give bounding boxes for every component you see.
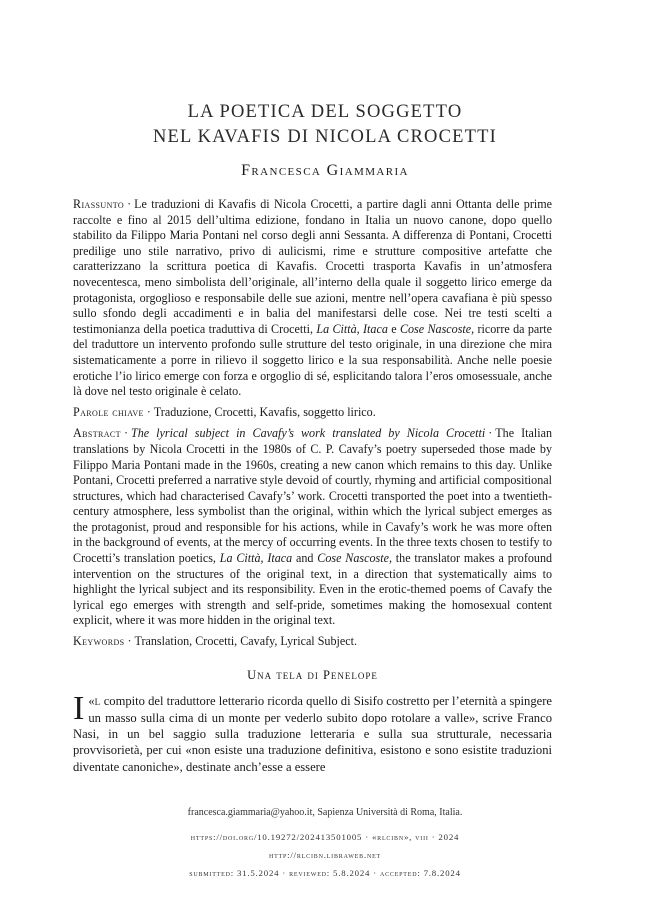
section-heading: Una tela di Penelope (247, 667, 378, 682)
abstract-title3: Cose Nascoste, (317, 551, 392, 566)
riassunto-text-2: ricorre da parte del traduttore un intervento profondo sulle strutture del testo originale, in una direzione che mira sistematicamente a porre in rilievo il soggetto lirico e la sua responsabilità. Anche nelle poesie erotiche l’io lirico emerge con forza e orgoglio di sé, esplicitando talora l’eros omosessuale, anche là dove nel testo originale è celato. (73, 321, 552, 399)
abstract-paragraph (73, 426, 552, 629)
abstract-title: The lyrical subject in Cavafy’s work translated by Nicola Crocetti (130, 426, 486, 441)
abstract-titles: La Città, Itaca (219, 551, 293, 566)
journal-url-line: http://rlcibn.libraweb.net (268, 850, 382, 860)
riassunto-conj: e (391, 321, 397, 336)
footer (0, 804, 650, 882)
separator-dot: · (127, 197, 132, 211)
title-line-2: NEL KAVAFIS DI NICOLA CROCETTI (152, 127, 497, 147)
drop-cap: I (73, 690, 85, 728)
riassunto-paragraph (73, 197, 552, 400)
article-body (73, 197, 552, 775)
abstract-text-2: the translator makes a profound intervention on the structures of the original text, in a direction that systematically aims to highlight the lyrical subject and its responsibility. Even in the erotic-themed poems of Cavafy the lyrical ego emerges with strength and self-pride, sometimes making the homosexual content explicit, where it was more hidden in the original text. (73, 551, 553, 628)
parole-chiave-label: Parole chiave (73, 404, 144, 419)
abstract-conj: and (296, 551, 314, 566)
open-quote: « (88, 694, 95, 709)
keywords-label: Keywords (73, 634, 125, 649)
riassunto-titles: La Città, Itaca (316, 321, 388, 336)
keywords-text: Translation, Crocetti, Cavafy, Lyrical Subject. (134, 634, 357, 649)
separator-dot: · (488, 426, 493, 441)
doi-line: https://doi.org/10.19272/202413501005 · «rlcibn», viii · 2024 (190, 832, 460, 842)
keywords-paragraph (73, 634, 552, 650)
riassunto-label: Riassunto (73, 197, 125, 211)
separator-dot: · (127, 634, 132, 649)
parole-chiave-text: Traduzione, Crocetti, Kavafis, soggetto lirico. (153, 404, 376, 419)
author-name: Francesca Giammaria (241, 162, 409, 179)
main-text: compito del traduttore letterario ricorda quello di Sisifo costretto per l’eternità a spingere un masso sulla cima di un monte per vederlo subito dopo rotolare a valle», scrive Franco Nasi, in un bel saggio sulla traduzione letteraria e sulla sua strutturale, necessaria provvisorietà, per cui «non esiste una traduzione definitiva, esistono e sono esistite traduzioni diventate canoniche», destinate anch’esse a essere (73, 694, 553, 774)
riassunto-text: Le traduzioni di Kavafis di Nicola Crocetti, a partire dagli anni Ottanta delle prime raccolte e fino al 2015 dell’ultima edizione, fondano in Italia un nuovo canone, dopo quello stabilito da Filippo Maria Pontani nel corso degli anni Sessanta. A differenza di Pontani, Crocetti predilige uno stile narrativo, privo di aulicismi, rime e strutture compositive artefatte che caratterizzano la scrittura poetica di Kavafis. Crocetti trasporta Kavafis in un’atmosfera novecentesca, meno simbolista dell’originale, all’interno della quale il soggetto lirico emerge da protagonista, orgoglioso e responsabile delle sue azioni, mentre nell’opera cavafiana è più spesso sullo sfondo degli accadimenti e in balia del manifestarsi delle cose. Nei tre testi scelti a testimonianza della poetica traduttiva di Crocetti, (73, 197, 552, 336)
parole-chiave-paragraph (73, 405, 552, 421)
separator-dot: · (146, 404, 151, 419)
article-title (0, 100, 650, 150)
riassunto-title3: Cose Nascoste, (399, 321, 475, 336)
title-line-1: LA POETICA DEL SOGGETTO (187, 102, 463, 122)
abstract-text: The Italian translations by Nicola Crocetti in the 1980s of C. P. Cavafy’s poetry superseded those made by Filippo Maria Pontani made in the 1960s, creating a new canon which remains to this day. Unlike Pontani, Crocetti preferred a narrative style devoid of courtly, rhyming and artificial compositional structures, which had characterised Cavafy’s’ work. Crocetti transported the poet into a twentieth-century atmosphere, less symbolist than the original, within which the lyrical subject emerges as the protagonist, proud and responsible for his actions, while in Cavafy’s work he was more often in the background of events, at the mercy of occurring events. In the three texts chosen to testify to Crocetti’s translation poetics, (73, 426, 552, 566)
separator-dot: · (123, 426, 128, 441)
abstract-label: Abstract (73, 426, 121, 441)
author-email-line: francesca.giammaria@yahoo.it, Sapienza Università di Roma, Italia. (187, 807, 463, 818)
main-text-paragraph (73, 690, 553, 775)
dates-line: submitted: 31.5.2024 · reviewed: 5.8.2024 · accepted: 7.8.2024 (189, 868, 461, 878)
first-word: l (94, 694, 101, 709)
